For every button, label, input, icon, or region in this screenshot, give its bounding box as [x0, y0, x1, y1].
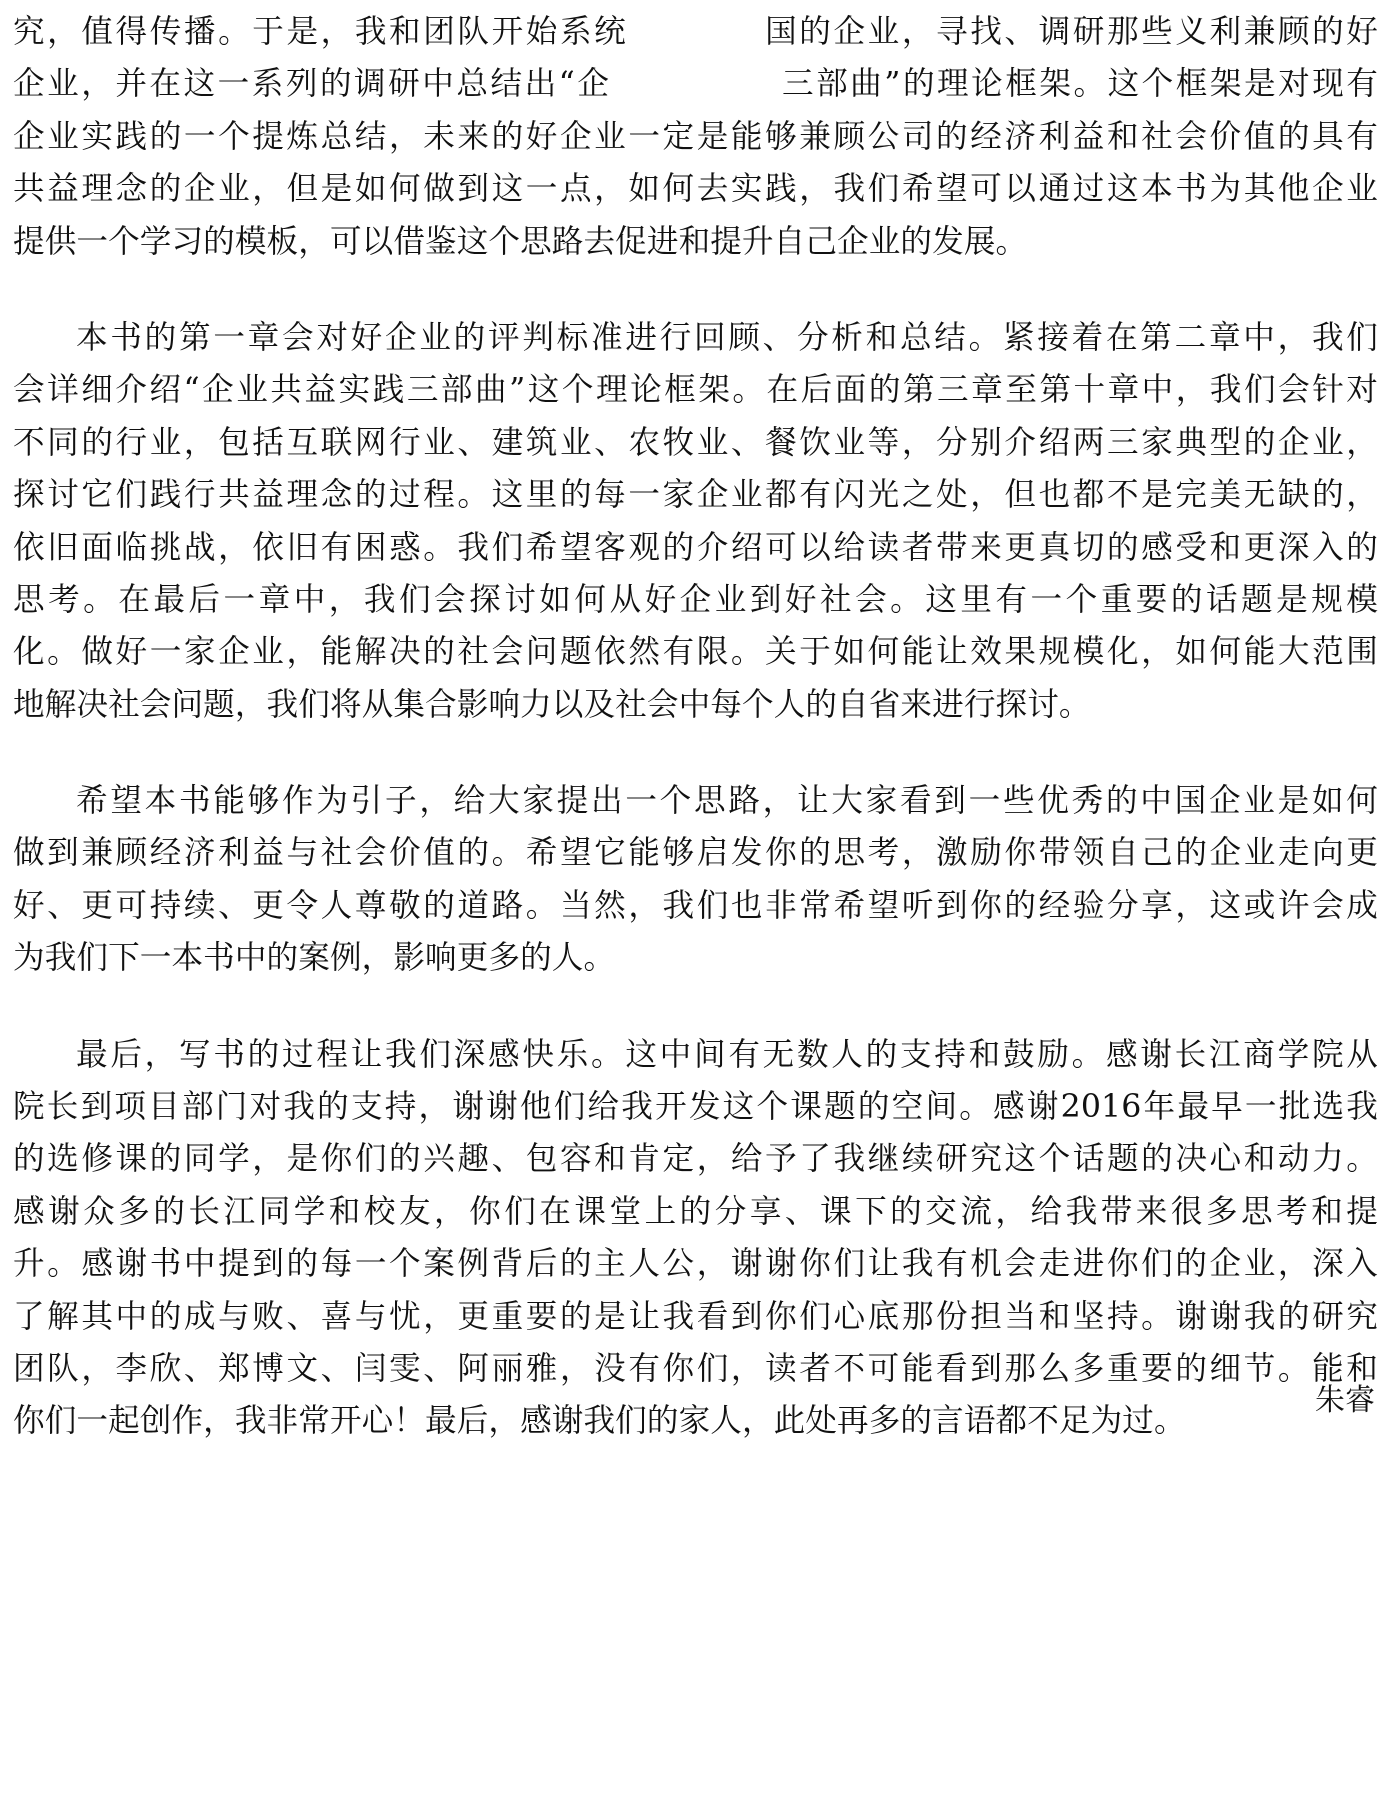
paragraph-gap [13, 268, 1378, 312]
text-line: 化。做好一家企业，能解决的社会问题依然有限。关于如何能让效果规模化，如何能大范围 [13, 634, 1378, 671]
text-line: 了解其中的成与败、喜与忧，更重要的是让我看到你们心底那份担当和坚持。谢谢我的研究 [13, 1298, 1378, 1335]
text-line: 不同的行业，包括互联网行业、建筑业、农牧业、餐饮业等，分别介绍两三家典型的企业， [13, 424, 1378, 461]
paragraph-3 [13, 775, 1378, 985]
text-line: 地解决社会问题，我们将从集合影响力以及社会中每个人的自省来进行探讨。 [13, 686, 1091, 723]
text-line: 企业实践的一个提炼总结，未来的好企业一定是能够兼顾公司的经济利益和社会价值的具有 [13, 118, 1378, 155]
text-line: 希望本书能够作为引子，给大家提出一个思路，让大家看到一些优秀的中国企业是如何 [76, 783, 1378, 820]
text-line: 你们一起创作，我非常开心！最后，感谢我们的家人，此处再多的言语都不足为过。 [13, 1403, 1186, 1440]
text-line: 提供一个学习的模板，可以借鉴这个思路去促进和提升自己企业的发展。 [13, 223, 1028, 260]
author-signature: 朱睿 [1315, 1383, 1375, 1418]
text-line: 本书的第一章会对好企业的评判标准进行回顾、分析和总结。紧接着在第二章中，我们 [76, 319, 1378, 356]
paragraph-gap [13, 985, 1378, 1029]
text-line: 探讨它们践行共益理念的过程。这里的每一家企业都有闪光之处，但也都不是完美无缺的， [13, 477, 1378, 514]
paragraph-1 [13, 6, 1378, 268]
text-line: 究，值得传播。于是，我和团队开始系统 国的企业，寻找、调研那些义利兼顾的好 [13, 14, 1378, 50]
text-line: 企业，并在这一系列的调研中总结出“企 三部曲”的理论框架。这个框架是对现有 [13, 66, 1378, 103]
text-line: 的选修课的同学，是你们的兴趣、包容和肯定，给予了我继续研究这个话题的决心和动力。 [13, 1141, 1378, 1178]
text-line: 依旧面临挑战，依旧有困惑。我们希望客观的介绍可以给读者带来更真切的感受和更深入的 [13, 529, 1378, 566]
document-body [13, 6, 1378, 1448]
paragraph-2 [13, 312, 1378, 731]
text-line: 升。感谢书中提到的每一个案例背后的主人公，谢谢你们让我有机会走进你们的企业，深入 [13, 1246, 1378, 1283]
text-line: 感谢众多的长江同学和校友，你们在课堂上的分享、课下的交流，给我带来很多思考和提 [13, 1193, 1378, 1230]
text-line: 好、更可持续、更令人尊敬的道路。当然，我们也非常希望听到你的经验分享，这或许会成 [13, 887, 1378, 924]
paragraph-gap [13, 731, 1378, 775]
text-line: 为我们下一本书中的案例，影响更多的人。 [13, 940, 616, 977]
text-line: 共益理念的企业，但是如何做到这一点，如何去实践，我们希望可以通过这本书为其他企业 [13, 171, 1378, 208]
text-line: 院长到项目部门对我的支持，谢谢他们给我开发这个课题的空间。感谢2016年最早一批选我 [13, 1089, 1378, 1126]
paragraph-4 [13, 1029, 1378, 1448]
text-line: 做到兼顾经济利益与社会价值的。希望它能够启发你的思考，激励你带领自己的企业走向更 [13, 835, 1378, 872]
text-line: 团队，李欣、郑博文、闫雯、阿丽雅，没有你们，读者不可能看到那么多重要的细节。能和 [13, 1350, 1378, 1387]
text-line: 思考。在最后一章中，我们会探讨如何从好企业到好社会。这里有一个重要的话题是规模 [13, 581, 1378, 618]
text-line: 会详细介绍“企业共益实践三部曲”这个理论框架。在后面的第三章至第十章中，我们会针对 [13, 372, 1378, 409]
text-line: 最后，写书的过程让我们深感快乐。这中间有无数人的支持和鼓励。感谢长江商学院从 [76, 1036, 1378, 1073]
